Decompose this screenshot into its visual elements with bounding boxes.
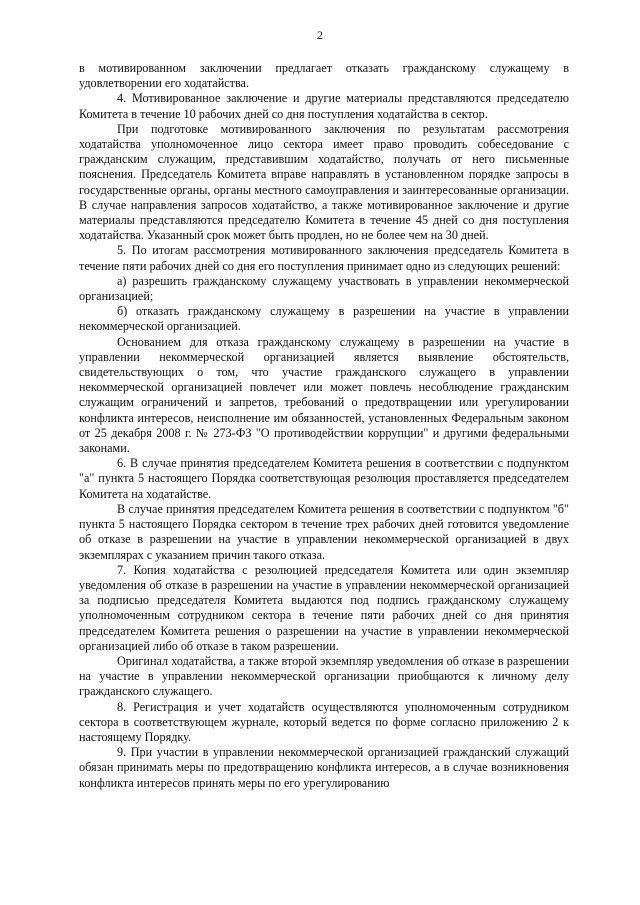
paragraph-preparation: При подготовке мотивированного заключения по результатам рассмотрения ходатайства уполномоченное лицо сектора имеет право проводить собеседование с гражданским служащим, представившим ходатайство, получать от него письменные пояснения. Председатель Комитета вправе направлять в установленном порядке запросы в государственные органы, органы местного самоуправления и заинтересованные организации. В случае направления запросов ходатайство, а также мотивированное заключение и другие материалы представляются председателю Комитета в течение 45 дней со дня поступления ходатайства. Указанный срок может быть продлен, но не более чем на 30 дней. [79, 121, 569, 243]
paragraph-option-b: б) отказать гражданскому служащему в разрешении на участие в управлении некоммерческой организацией. [79, 304, 569, 334]
paragraph-original: Оригинал ходатайства, а также второй экземпляр уведомления об отказе в разрешении на участие в управлении некоммерческой организации приобщаются к личному делу гражданского служащего. [79, 653, 569, 699]
page-number: 2 [317, 28, 323, 42]
paragraph-refusal-grounds: Основанием для отказа гражданскому служащему в разрешении на участие в управлении некоммерческой организацией является выявление обстоятельств, свидетельствующих о том, что участие гражданского служащего в управлении некоммерческой организацией повлечет или может повлечь несоблюдение гражданским служащим ограничений и запретов, требований о предотвращении или урегулировании конфликта интересов, неисполнение им обязанностей, установленных Федеральным законом от 25 декабря 2008 г. № 273-ФЗ "О противодействии коррупции" и другими федеральными законами. [79, 334, 569, 456]
paragraph-item-9: 9. При участии в управлении некоммерческой организацией гражданский служащий обязан принимать меры по предотвращению конфликта интересов, а в случае возникновения конфликта интересов принять меры по его урегулированию [79, 745, 569, 790]
paragraph-option-a: а) разрешить гражданскому служащему участвовать в управлении некоммерческой организацией; [79, 273, 569, 304]
document-body [79, 61, 569, 791]
paragraph-item-8: 8. Регистрация и учет ходатайств осуществляются уполномоченным сотрудником сектора в соответствующем журнале, который ведется по форме согласно приложению 2 к настоящему Порядку. [79, 699, 569, 744]
paragraph-refusal-notice: В случае принятия председателем Комитета решения в соответствии с подпунктом "б" пункта 5 настоящего Порядка сектором в течение трех рабочих дней готовится уведомление об отказе в разрешении на участие в управлении некоммерческой организацией в двух экземплярах с указанием причин такого отказа. [79, 501, 569, 562]
paragraph-item-4: 4. Мотивированное заключение и другие материалы представляются председателю Комитета в течение 10 рабочих дней со дня поступления ходатайства в сектор. [79, 91, 569, 121]
paragraph-continuation: в мотивированном заключении предлагает отказать гражданскому служащему в удовлетворении его ходатайства. [79, 61, 569, 91]
paragraph-item-6: 6. В случае принятия председателем Комитета решения в соответствии с подпунктом "а" пункта 5 настоящего Порядка соответствующая резолюция проставляется председателем Комитета на ходатайстве. [79, 456, 569, 501]
paragraph-item-7: 7. Копия ходатайства с резолюцией председателя Комитета или один экземпляр уведомления об отказе в разрешении на участие в управлении некоммерческой организацией за подписью председателя Комитета выдаются под подпись гражданскому служащему уполномоченным сотрудником сектора в течение пяти рабочих дней со дня принятия председателем Комитета решения о разрешении на участие в управлении некоммерческой организацией либо об отказе в таком разрешении. [79, 562, 569, 653]
paragraph-item-5: 5. По итогам рассмотрения мотивированного заключения председатель Комитета в течение пяти рабочих дней со дня его поступления принимает одно из следующих решений: [79, 243, 569, 273]
